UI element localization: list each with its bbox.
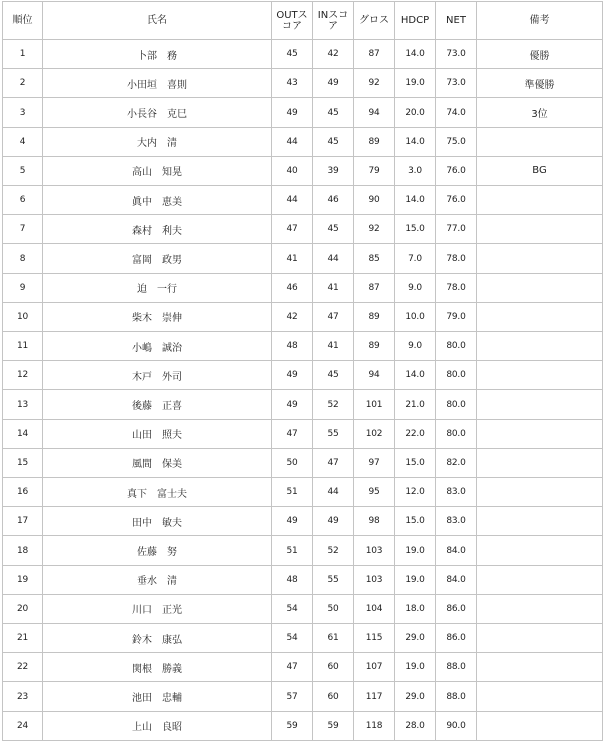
net-cell: 80.0 (436, 332, 477, 361)
in-score-cell: 39 (313, 156, 354, 185)
note-cell (477, 215, 603, 244)
in-score-cell: 52 (313, 536, 354, 565)
rank-cell: 21 (3, 624, 43, 653)
gross-cell: 103 (354, 536, 395, 565)
out-score-cell: 44 (272, 186, 313, 215)
note-cell (477, 536, 603, 565)
table-row (3, 69, 603, 98)
note-cell (477, 244, 603, 273)
in-score-cell: 49 (313, 69, 354, 98)
hdcp-cell: 7.0 (395, 244, 436, 273)
table-row (3, 682, 603, 711)
name-cell: 山田 照夫 (43, 419, 272, 448)
net-cell: 80.0 (436, 361, 477, 390)
header-note: 備考 (477, 2, 603, 40)
gross-cell: 117 (354, 682, 395, 711)
hdcp-cell: 12.0 (395, 478, 436, 507)
note-cell (477, 302, 603, 331)
table-row (3, 40, 603, 69)
rank-cell: 12 (3, 361, 43, 390)
hdcp-cell: 9.0 (395, 273, 436, 302)
table-row (3, 273, 603, 302)
rank-cell: 17 (3, 507, 43, 536)
name-cell: 真下 富士夫 (43, 478, 272, 507)
hdcp-cell: 14.0 (395, 361, 436, 390)
header-name: 氏名 (43, 2, 272, 40)
net-cell: 77.0 (436, 215, 477, 244)
in-score-cell: 55 (313, 565, 354, 594)
net-cell: 73.0 (436, 40, 477, 69)
rank-cell: 6 (3, 186, 43, 215)
note-cell (477, 565, 603, 594)
gross-cell: 89 (354, 127, 395, 156)
gross-cell: 95 (354, 478, 395, 507)
name-cell: 卜部 務 (43, 40, 272, 69)
in-score-cell: 42 (313, 40, 354, 69)
hdcp-cell: 28.0 (395, 711, 436, 740)
note-cell (477, 186, 603, 215)
table-row (3, 186, 603, 215)
note-cell (477, 507, 603, 536)
out-score-cell: 54 (272, 624, 313, 653)
out-score-cell: 48 (272, 565, 313, 594)
in-score-cell: 45 (313, 98, 354, 127)
out-score-cell: 51 (272, 478, 313, 507)
rank-cell: 9 (3, 273, 43, 302)
net-cell: 76.0 (436, 186, 477, 215)
name-cell: 迫 一行 (43, 273, 272, 302)
table-row (3, 156, 603, 185)
net-cell: 86.0 (436, 624, 477, 653)
note-cell (477, 361, 603, 390)
gross-cell: 98 (354, 507, 395, 536)
results-body (3, 40, 603, 741)
hdcp-cell: 3.0 (395, 156, 436, 185)
header-gross: グロス (354, 2, 395, 40)
note-cell (477, 390, 603, 419)
rank-cell: 16 (3, 478, 43, 507)
table-row (3, 215, 603, 244)
out-score-cell: 54 (272, 594, 313, 623)
rank-cell: 15 (3, 448, 43, 477)
out-score-cell: 42 (272, 302, 313, 331)
name-cell: 木戸 外司 (43, 361, 272, 390)
in-score-cell: 50 (313, 594, 354, 623)
hdcp-cell: 18.0 (395, 594, 436, 623)
net-cell: 88.0 (436, 653, 477, 682)
gross-cell: 103 (354, 565, 395, 594)
hdcp-cell: 15.0 (395, 507, 436, 536)
header-hdcp: HDCP (395, 2, 436, 40)
out-score-cell: 47 (272, 653, 313, 682)
in-score-cell: 55 (313, 419, 354, 448)
name-cell: 風間 保美 (43, 448, 272, 477)
out-score-cell: 49 (272, 390, 313, 419)
header-net: NET (436, 2, 477, 40)
name-cell: 垂水 清 (43, 565, 272, 594)
table-row (3, 507, 603, 536)
note-cell (477, 682, 603, 711)
results-table (2, 1, 603, 741)
net-cell: 84.0 (436, 565, 477, 594)
rank-cell: 13 (3, 390, 43, 419)
note-cell (477, 624, 603, 653)
out-score-cell: 40 (272, 156, 313, 185)
note-cell (477, 653, 603, 682)
out-score-cell: 57 (272, 682, 313, 711)
note-cell (477, 419, 603, 448)
rank-cell: 4 (3, 127, 43, 156)
net-cell: 80.0 (436, 390, 477, 419)
rank-cell: 11 (3, 332, 43, 361)
out-score-cell: 49 (272, 507, 313, 536)
rank-cell: 19 (3, 565, 43, 594)
out-score-cell: 50 (272, 448, 313, 477)
name-cell: 上山 良昭 (43, 711, 272, 740)
gross-cell: 118 (354, 711, 395, 740)
table-row (3, 565, 603, 594)
in-score-cell: 47 (313, 302, 354, 331)
in-score-cell: 49 (313, 507, 354, 536)
net-cell: 84.0 (436, 536, 477, 565)
out-score-cell: 47 (272, 215, 313, 244)
out-score-cell: 46 (272, 273, 313, 302)
gross-cell: 97 (354, 448, 395, 477)
out-score-cell: 48 (272, 332, 313, 361)
net-cell: 83.0 (436, 478, 477, 507)
in-score-cell: 52 (313, 390, 354, 419)
table-row (3, 711, 603, 740)
gross-cell: 92 (354, 215, 395, 244)
table-row (3, 302, 603, 331)
rank-cell: 14 (3, 419, 43, 448)
gross-cell: 90 (354, 186, 395, 215)
name-cell: 小長谷 克巳 (43, 98, 272, 127)
rank-cell: 20 (3, 594, 43, 623)
note-cell (477, 711, 603, 740)
name-cell: 関根 勝義 (43, 653, 272, 682)
rank-cell: 7 (3, 215, 43, 244)
in-score-cell: 46 (313, 186, 354, 215)
gross-cell: 89 (354, 332, 395, 361)
net-cell: 73.0 (436, 69, 477, 98)
hdcp-cell: 19.0 (395, 69, 436, 98)
table-row (3, 98, 603, 127)
in-score-cell: 60 (313, 653, 354, 682)
gross-cell: 89 (354, 302, 395, 331)
gross-cell: 115 (354, 624, 395, 653)
note-cell: BG (477, 156, 603, 185)
in-score-cell: 45 (313, 127, 354, 156)
name-cell: 眞中 恵美 (43, 186, 272, 215)
in-score-cell: 47 (313, 448, 354, 477)
hdcp-cell: 21.0 (395, 390, 436, 419)
out-score-cell: 51 (272, 536, 313, 565)
in-score-cell: 44 (313, 478, 354, 507)
gross-cell: 104 (354, 594, 395, 623)
net-cell: 75.0 (436, 127, 477, 156)
note-cell (477, 332, 603, 361)
hdcp-cell: 20.0 (395, 98, 436, 127)
net-cell: 80.0 (436, 419, 477, 448)
net-cell: 79.0 (436, 302, 477, 331)
rank-cell: 10 (3, 302, 43, 331)
note-cell: 3位 (477, 98, 603, 127)
hdcp-cell: 14.0 (395, 40, 436, 69)
net-cell: 86.0 (436, 594, 477, 623)
rank-cell: 23 (3, 682, 43, 711)
rank-cell: 8 (3, 244, 43, 273)
out-score-cell: 41 (272, 244, 313, 273)
in-score-cell: 44 (313, 244, 354, 273)
table-row (3, 244, 603, 273)
gross-cell: 79 (354, 156, 395, 185)
net-cell: 78.0 (436, 244, 477, 273)
table-row (3, 332, 603, 361)
hdcp-cell: 15.0 (395, 448, 436, 477)
in-score-cell: 59 (313, 711, 354, 740)
note-cell (477, 127, 603, 156)
net-cell: 83.0 (436, 507, 477, 536)
name-cell: 田中 敏夫 (43, 507, 272, 536)
table-row (3, 653, 603, 682)
net-cell: 88.0 (436, 682, 477, 711)
hdcp-cell: 14.0 (395, 127, 436, 156)
rank-cell: 2 (3, 69, 43, 98)
hdcp-cell: 9.0 (395, 332, 436, 361)
name-cell: 大内 清 (43, 127, 272, 156)
name-cell: 高山 知晃 (43, 156, 272, 185)
net-cell: 78.0 (436, 273, 477, 302)
hdcp-cell: 29.0 (395, 624, 436, 653)
table-row (3, 478, 603, 507)
in-score-cell: 60 (313, 682, 354, 711)
rank-cell: 5 (3, 156, 43, 185)
table-row (3, 536, 603, 565)
gross-cell: 102 (354, 419, 395, 448)
rank-cell: 22 (3, 653, 43, 682)
out-score-cell: 59 (272, 711, 313, 740)
header-in-score: INスコア (313, 2, 354, 40)
gross-cell: 85 (354, 244, 395, 273)
name-cell: 池田 忠輔 (43, 682, 272, 711)
out-score-cell: 45 (272, 40, 313, 69)
rank-cell: 18 (3, 536, 43, 565)
out-score-cell: 47 (272, 419, 313, 448)
name-cell: 柴木 崇伸 (43, 302, 272, 331)
hdcp-cell: 19.0 (395, 565, 436, 594)
note-cell (477, 594, 603, 623)
name-cell: 佐藤 努 (43, 536, 272, 565)
out-score-cell: 49 (272, 361, 313, 390)
hdcp-cell: 29.0 (395, 682, 436, 711)
in-score-cell: 61 (313, 624, 354, 653)
name-cell: 川口 正光 (43, 594, 272, 623)
hdcp-cell: 19.0 (395, 536, 436, 565)
header-row (3, 2, 603, 40)
table-row (3, 594, 603, 623)
gross-cell: 107 (354, 653, 395, 682)
out-score-cell: 43 (272, 69, 313, 98)
gross-cell: 94 (354, 98, 395, 127)
table-row (3, 624, 603, 653)
name-cell: 小田垣 喜則 (43, 69, 272, 98)
note-cell: 優勝 (477, 40, 603, 69)
note-cell (477, 448, 603, 477)
hdcp-cell: 19.0 (395, 653, 436, 682)
name-cell: 鈴木 康弘 (43, 624, 272, 653)
note-cell: 準優勝 (477, 69, 603, 98)
table-row (3, 448, 603, 477)
gross-cell: 87 (354, 40, 395, 69)
gross-cell: 92 (354, 69, 395, 98)
table-row (3, 419, 603, 448)
net-cell: 74.0 (436, 98, 477, 127)
out-score-cell: 44 (272, 127, 313, 156)
rank-cell: 3 (3, 98, 43, 127)
header-rank: 順位 (3, 2, 43, 40)
note-cell (477, 478, 603, 507)
net-cell: 82.0 (436, 448, 477, 477)
in-score-cell: 41 (313, 273, 354, 302)
net-cell: 76.0 (436, 156, 477, 185)
hdcp-cell: 22.0 (395, 419, 436, 448)
hdcp-cell: 14.0 (395, 186, 436, 215)
header-out-score: OUTスコア (272, 2, 313, 40)
name-cell: 後藤 正喜 (43, 390, 272, 419)
table-row (3, 361, 603, 390)
in-score-cell: 45 (313, 361, 354, 390)
rank-cell: 24 (3, 711, 43, 740)
rank-cell: 1 (3, 40, 43, 69)
name-cell: 小嶋 誠治 (43, 332, 272, 361)
hdcp-cell: 10.0 (395, 302, 436, 331)
in-score-cell: 41 (313, 332, 354, 361)
note-cell (477, 273, 603, 302)
gross-cell: 87 (354, 273, 395, 302)
gross-cell: 101 (354, 390, 395, 419)
net-cell: 90.0 (436, 711, 477, 740)
in-score-cell: 45 (313, 215, 354, 244)
table-row (3, 390, 603, 419)
name-cell: 富岡 政男 (43, 244, 272, 273)
table-row (3, 127, 603, 156)
name-cell: 森村 利夫 (43, 215, 272, 244)
hdcp-cell: 15.0 (395, 215, 436, 244)
gross-cell: 94 (354, 361, 395, 390)
out-score-cell: 49 (272, 98, 313, 127)
